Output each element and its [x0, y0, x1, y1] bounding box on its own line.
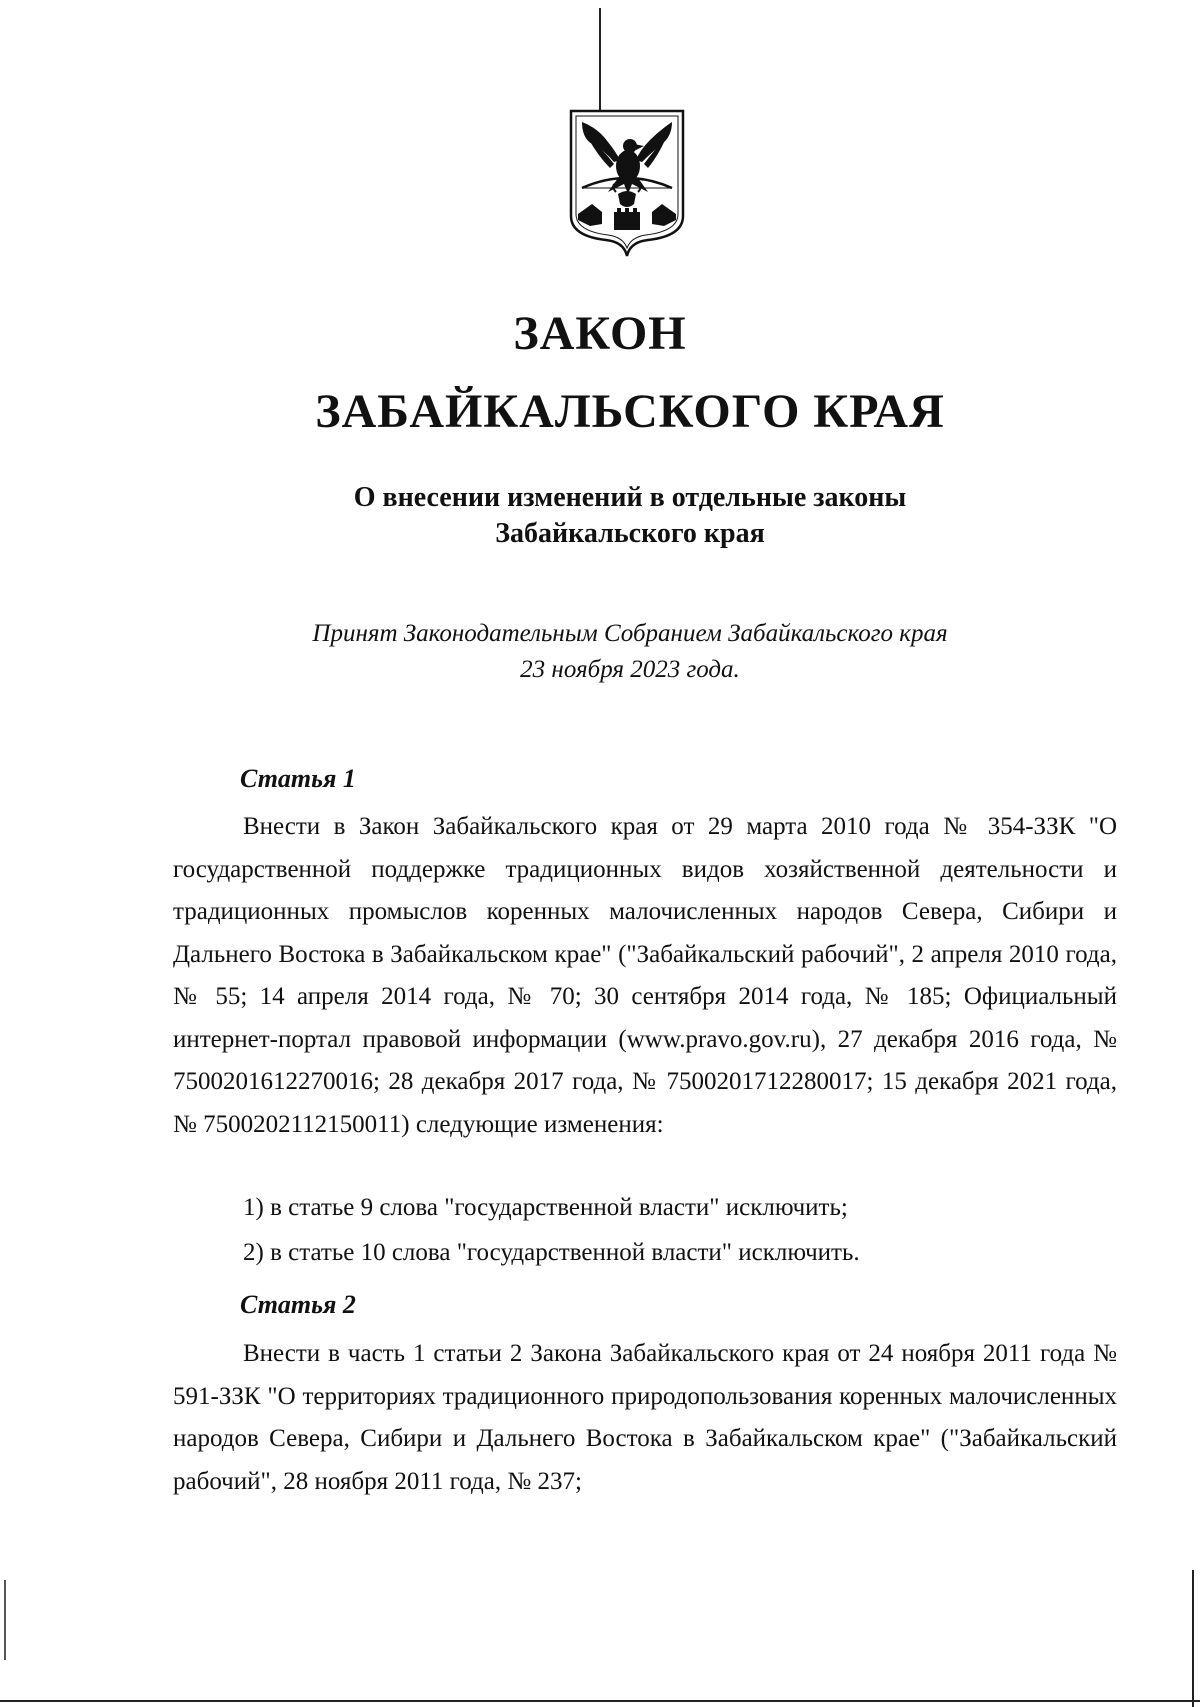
scan-artifact-line: [599, 8, 601, 118]
law-subject: [0, 480, 1200, 552]
article-body: Внести в Закон Забайкальского края от 29 марта 2010 года № 354-ЗЗК "О государственной поддержке традиционных видов хозяйственной деятельности и традиционных промыслов коренных малочисленных народов Севера, Сибири и Дальнего Востока в Забайкальском крае" ("Забайкальский рабочий", 2 апреля 2010 года, № 55; 14 апреля 2014 года, № 70; 30 сентября 2014 года, № 185; Официальный интернет-портал правовой информации (www.pravo.gov.ru), 27 декабря 2016 года, № 7500201612270016; 28 декабря 2017 года, № 7500201712280017; 15 декабря 2021 года, № 7500202112150011) следующие изменения:: [173, 813, 1117, 1138]
scan-artifact-line: [1192, 1570, 1194, 1707]
article-heading: Статья 1: [240, 764, 356, 793]
scan-artifact-line: [4, 1580, 6, 1660]
law-title: ЗАКОН: [513, 307, 687, 360]
adoption-note-line: 23 ноября 2023 года.: [520, 656, 740, 683]
article-heading: Статья 2: [240, 1290, 356, 1319]
adoption-note: [0, 616, 1200, 688]
article-body: Внести в часть 1 статьи 2 Закона Забайкальского края от 24 ноября 2011 года № 591-ЗЗК "О территориях традиционного природопользования коренных малочисленных народов Севера, Сибири и Дальнего Востока в Забайкальском крае" ("Забайкальский рабочий", 28 ноября 2011 года, № 237;: [173, 1340, 1117, 1495]
law-region: ЗАБАЙКАЛЬСКОГО КРАЯ: [315, 385, 945, 438]
list-item: 2) в статье 10 слова "государственной власти" исключить.: [243, 1239, 860, 1266]
coat-of-arms-icon: [568, 108, 686, 258]
adoption-note-line: Принят Законодательным Собранием Забайкальского края: [312, 620, 948, 647]
scan-artifact-line: [0, 1700, 1200, 1702]
law-subject-line: О внесении изменений в отдельные законы: [353, 482, 907, 513]
law-subject-line: Забайкальского края: [495, 518, 765, 549]
list-item: 1) в статье 9 слова "государственной власти" исключить;: [243, 1194, 848, 1221]
